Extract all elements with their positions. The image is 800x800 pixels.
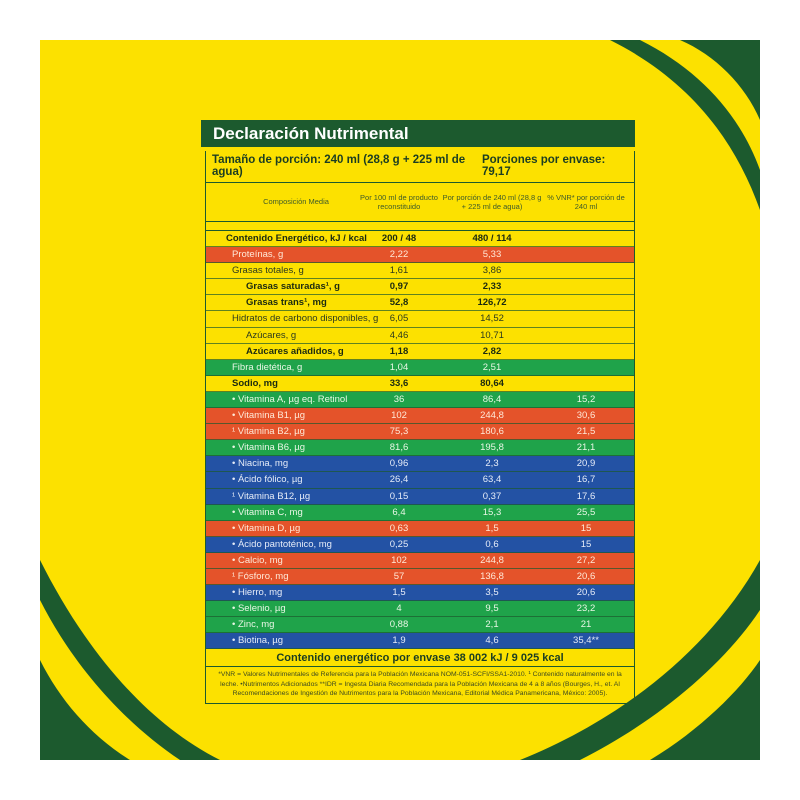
value-per-100ml: 1,9 — [392, 635, 406, 647]
nutrient-row — [206, 617, 634, 633]
nutrient-name: Grasas saturadas¹, g — [246, 281, 340, 293]
value-per-100ml: 200 / 48 — [381, 233, 417, 244]
value-per-240ml: 480 / 114 — [472, 233, 512, 244]
value-per-240ml: 3,86 — [482, 265, 502, 277]
nutrient-row — [206, 231, 634, 247]
value-per-240ml: 195,8 — [480, 442, 504, 454]
value-vnr — [542, 279, 630, 294]
value-per-100ml: 26,4 — [389, 474, 409, 486]
nutrient-row — [206, 328, 634, 344]
value-vnr — [542, 311, 630, 326]
value-vnr: 21,5 — [576, 426, 596, 438]
servings-per-container: Porciones por envase: 79,17 — [481, 154, 606, 178]
value-per-100ml: 1,18 — [389, 345, 409, 357]
value-per-240ml: 2,3 — [485, 458, 499, 470]
nutrient-name: • Vitamina B6, µg — [232, 442, 306, 454]
value-per-240ml: 2,51 — [482, 361, 502, 373]
value-per-100ml: 4 — [396, 603, 402, 615]
nutrient-row — [206, 392, 634, 408]
value-per-240ml: 0,37 — [482, 490, 502, 502]
value-per-240ml: 2,82 — [482, 345, 502, 357]
value-per-240ml: 5,33 — [482, 249, 502, 261]
header-per-240ml: Por porción de 240 ml (28,8 g + 225 ml de agua) — [442, 192, 542, 211]
nutrient-name: Grasas totales, g — [232, 265, 304, 277]
value-per-100ml: 52,8 — [389, 297, 409, 309]
nutrient-row — [206, 263, 634, 279]
header-composition: Composición Media — [263, 197, 329, 207]
value-per-240ml: 244,8 — [480, 410, 504, 422]
nutrient-name: Fibra dietética, g — [232, 361, 303, 373]
value-vnr — [542, 295, 630, 310]
nutrient-row — [206, 440, 634, 456]
value-per-100ml: 75,3 — [389, 426, 409, 438]
value-vnr: 20,6 — [576, 570, 596, 582]
nutrient-row — [206, 376, 634, 392]
nutrient-name: • Vitamina A, µg eq. Retinol — [232, 393, 348, 405]
header-vnr: % VNR* por porción de 240 ml — [547, 192, 625, 211]
value-per-240ml: 2,33 — [482, 281, 502, 293]
value-per-240ml: 244,8 — [480, 554, 504, 566]
value-per-100ml: 33,6 — [389, 377, 409, 389]
value-per-100ml: 0,97 — [389, 281, 409, 293]
value-vnr — [542, 231, 630, 246]
value-vnr: 25,5 — [576, 506, 596, 518]
value-vnr: 21 — [580, 619, 592, 631]
table-header — [206, 183, 634, 222]
nutrient-name: • Vitamina C, mg — [232, 506, 303, 518]
nutrient-row — [206, 424, 634, 440]
value-per-100ml: 102 — [391, 554, 407, 566]
nutrient-name: • Vitamina D, µg — [232, 522, 301, 534]
value-per-100ml: 0,88 — [389, 619, 409, 631]
nutrient-row — [206, 344, 634, 360]
value-per-240ml: 136,8 — [480, 570, 504, 582]
value-per-240ml: 80,64 — [480, 377, 504, 389]
value-vnr: 16,7 — [576, 474, 596, 486]
nutrient-name: Contenido Energético, kJ / kcal — [226, 233, 367, 244]
value-vnr: 20,9 — [576, 458, 596, 470]
nutrient-name: • Biotina, µg — [232, 635, 284, 647]
value-per-100ml: 1,61 — [389, 265, 409, 277]
nutrient-row — [206, 472, 634, 488]
value-per-100ml: 0,63 — [389, 522, 409, 534]
value-vnr — [542, 247, 630, 262]
nutrient-row — [206, 537, 634, 553]
nutrient-name: ¹ Fósforo, mg — [232, 570, 289, 582]
value-per-100ml: 0,15 — [389, 490, 409, 502]
nutrient-name: ¹ Vitamina B12, µg — [232, 490, 311, 502]
nutrient-name: • Niacina, mg — [232, 458, 289, 470]
value-per-100ml: 1,5 — [392, 587, 406, 599]
value-per-100ml: 4,46 — [389, 329, 409, 341]
nutrient-name: • Calcio, mg — [232, 554, 283, 566]
value-per-100ml: 102 — [391, 410, 407, 422]
header-gap — [206, 222, 634, 231]
value-vnr — [542, 328, 630, 343]
value-vnr: 35,4** — [573, 635, 599, 647]
nutrient-name: • Hierro, mg — [232, 587, 283, 599]
nutrient-name: • Ácido pantoténico, mg — [232, 538, 332, 550]
energy-per-container: Contenido energético por envase 38 002 kJ / 9 025 kcal — [206, 649, 634, 667]
nutrient-name: Grasas trans¹, mg — [246, 297, 327, 309]
header-per-100ml: Por 100 ml de producto reconstituido — [360, 192, 438, 211]
value-per-240ml: 180,6 — [480, 426, 504, 438]
value-per-100ml: 36 — [393, 393, 405, 405]
nutrient-row — [206, 521, 634, 537]
value-per-240ml: 63,4 — [482, 474, 502, 486]
nutrient-row — [206, 360, 634, 376]
value-per-240ml: 0,6 — [485, 538, 499, 550]
nutrient-row — [206, 633, 634, 649]
value-vnr: 17,6 — [576, 490, 596, 502]
nutrient-name: Azúcares añadidos, g — [246, 345, 344, 357]
value-per-240ml: 14,52 — [480, 313, 504, 325]
value-vnr: 20,6 — [576, 587, 596, 599]
nutrient-row — [206, 311, 634, 327]
value-per-100ml: 81,6 — [389, 442, 409, 454]
nutrient-name: ¹ Vitamina B2, µg — [232, 426, 305, 438]
value-vnr: 30,6 — [576, 410, 596, 422]
nutrient-name: Sodio, mg — [232, 377, 278, 389]
value-per-240ml: 86,4 — [482, 393, 502, 405]
nutrient-name: • Vitamina B1, µg — [232, 410, 306, 422]
value-per-100ml: 0,96 — [389, 458, 409, 470]
value-per-240ml: 1,5 — [485, 522, 499, 534]
value-per-100ml: 0,25 — [389, 538, 409, 550]
nutrient-row — [206, 569, 634, 585]
value-vnr — [542, 263, 630, 278]
nutrient-name: Proteínas, g — [232, 249, 284, 261]
nutrient-rows — [206, 231, 634, 649]
value-per-100ml: 57 — [393, 570, 405, 582]
value-vnr: 27,2 — [576, 554, 596, 566]
portion-size: Tamaño de porción: 240 ml (28,8 g + 225 ml de agua) — [212, 154, 466, 178]
nutrition-title: Declaración Nutrimental — [201, 120, 635, 147]
nutrient-row — [206, 601, 634, 617]
value-vnr: 21,1 — [576, 442, 596, 454]
nutrient-name: • Zinc, mg — [232, 619, 275, 631]
value-per-240ml: 10,71 — [480, 329, 504, 341]
value-vnr: 23,2 — [576, 603, 596, 615]
nutrient-name: • Ácido fólico, µg — [232, 474, 303, 486]
value-vnr — [542, 376, 630, 391]
value-per-240ml: 9,5 — [485, 603, 499, 615]
value-per-100ml: 6,05 — [389, 313, 409, 325]
nutrient-row — [206, 456, 634, 472]
nutrient-row — [206, 489, 634, 505]
value-per-240ml: 3,5 — [485, 587, 499, 599]
nutrient-row — [206, 553, 634, 569]
value-per-100ml: 6,4 — [392, 506, 406, 518]
nutrition-facts-panel — [205, 120, 635, 704]
nutrient-name: • Selenio, µg — [232, 603, 286, 615]
value-per-240ml: 15,3 — [482, 506, 502, 518]
value-per-100ml: 1,04 — [389, 361, 409, 373]
value-per-240ml: 126,72 — [477, 297, 507, 309]
value-vnr: 15 — [580, 538, 592, 550]
value-vnr: 15 — [580, 522, 592, 534]
nutrient-row — [206, 585, 634, 601]
nutrient-name: Azúcares, g — [246, 329, 297, 341]
nutrient-row — [206, 279, 634, 295]
value-vnr — [542, 344, 630, 359]
footnote: *VNR = Valores Nutrimentales de Referencia para la Población Mexicana NOM-051-SCFI/SSA1-2010. ¹ Contenido naturalmente en la leche. •Nutrimentos Adicionados **IDR = Ingesta Diaria Recomendada para la Población Mexicana de 4 a 8 años (Bourges, H., et. Al Recomendaciones de Ingestión de Nutrimentos para la Población Mexicana, Editorial Médica Panamericana, México: 2005). — [218, 671, 622, 697]
value-per-240ml: 2,1 — [485, 619, 499, 631]
nutrient-row — [206, 505, 634, 521]
value-per-240ml: 4,6 — [485, 635, 499, 647]
nutrient-row — [206, 247, 634, 263]
nutrient-name: Hidratos de carbono disponibles, g — [232, 313, 379, 325]
portion-info — [206, 151, 634, 183]
nutrition-table-frame — [205, 151, 635, 704]
nutrient-row — [206, 408, 634, 424]
value-vnr — [542, 360, 630, 375]
nutrient-row — [206, 295, 634, 311]
value-per-100ml: 2,22 — [389, 249, 409, 261]
value-vnr: 15,2 — [576, 393, 596, 405]
